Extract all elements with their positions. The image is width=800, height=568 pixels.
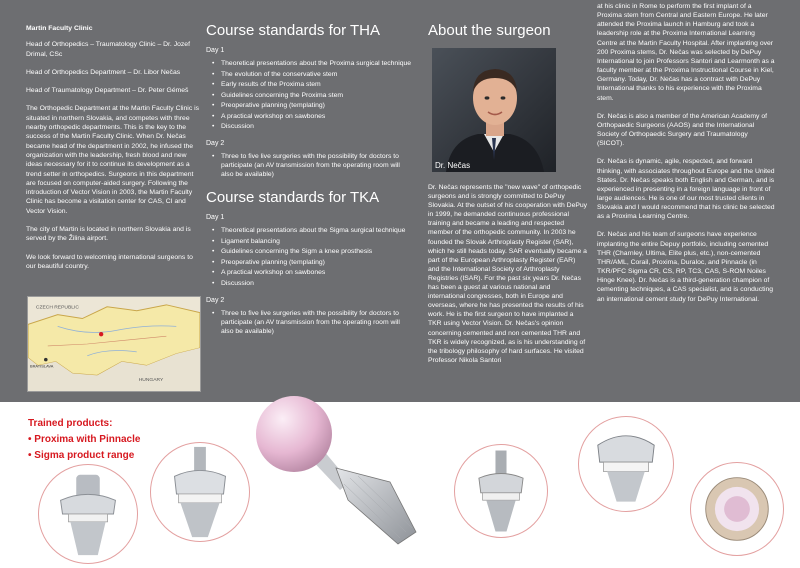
photo-caption: Dr. Nečas	[435, 160, 471, 170]
product-strip	[0, 402, 800, 568]
clinic-name: Martin Faculty Clinic	[26, 25, 93, 32]
trained-item: • Sigma product range	[28, 448, 140, 464]
list-item: • Early results of the Proxima stem	[212, 80, 412, 89]
list-item: • The evolution of the conservative stem	[212, 70, 412, 79]
bio-paragraph: at his clinic in Rome to perform the first implant of a Proxima stem from Central and Eastern Europe. He later attended the Proxima launch in Hamburg and took a leadership role at the Proxima International Learning Centre at the Martin Faculty Hospital. After implanting over 200 Proxima stems, Dr. Nečas was selected by DePuy International to join Professors Santori and Learmonth as a faculty member at the Proxima Instructional Course in Kiel, Germany. Today, Dr. Nečas has a contract with DePuy International thanks to his experience with the Proxima stem.	[597, 3, 775, 102]
bio-paragraph: Dr. Nečas is dynamic, agile, respected, and forward thinking, with associates throughout Europe and the United States. Dr. Nečas speaks both English and German, and is experienced in presenting in a foreign language in front of large audiences. He is one of our most trusted clients in Slovakia and I would recommend that his clinic be selected as a Proxima Learning Centre.	[597, 158, 775, 221]
knee-implant-image	[578, 416, 674, 512]
acetabular-cup-image	[690, 462, 784, 556]
list-item: • Preoperative planning (templating)	[212, 101, 412, 110]
tha-day1-list	[212, 59, 412, 131]
tha-day1-label: Day 1	[206, 47, 225, 54]
bio-paragraph: Dr. Nečas is also a member of the American Academy of Orthopaedic Surgeons (AAOS) and the International Society of Orthopaedic Surgery and Traumatology (SICOT).	[597, 112, 767, 148]
list-item: • A practical workshop on sawbones	[212, 268, 412, 277]
list-item: • Discussion	[212, 122, 412, 131]
surgeon-bio-continued	[597, 2, 775, 313]
list-item: • A practical workshop on sawbones	[212, 112, 412, 121]
surgeon-title: About the surgeon	[428, 22, 551, 39]
clinic-paragraph: Head of Traumatology Department – Dr. Peter Gémeš	[26, 87, 189, 95]
surgeon-bio: Dr. Nečas represents the "new wave" of orthopedic surgeons and is strongly committed to DePuy Slovakia. At the outset of his cooperation with DePuy in 1999, he demanded continuous professional training and became a leading and respected member of the orthopedic community. In 2003 he founded the Slovak Arthroplasty Register (SAR), which he still heads today. SAR eventually became a part of the European Arthroplasty Register (EAR) and the International Society of Arthroplasty Registries (ISAR). For the past six years Dr. Nečas has been a guest at various national and international congresses, both in Europe and overseas, where he has presented the results of his work. He is the first surgeon to have implanted a TKR using Vector Vision. Dr. Nečas's opinion concerning cemented and non cemented THR and TKR is widely recognized, as is his understanding of the tribology philosophy of hard surfaces. He visited Professor Nikola Santori	[428, 184, 588, 364]
list-item: • Guidelines concerning the Proxima stem	[212, 91, 412, 100]
tha-day2-label: Day 2	[206, 140, 225, 147]
clinic-paragraph: Head of Orthopedics – Traumatology Clinic – Dr. Jozef Drimal, CSc	[26, 41, 190, 58]
surgeon-column	[428, 22, 588, 365]
list-item: • Preoperative planning (templating)	[212, 258, 412, 267]
tka-title: Course standards for TKA	[206, 189, 380, 206]
tka-day2-list	[212, 309, 412, 336]
bio-paragraph: Dr. Nečas and his team of surgeons have experience implanting the entire Depuy portfolio, including cemented THR (Charnley, Ultima, Elite plus, etc.), non-cemented THR/AML, Corail, Proxima, Duraloc, and Pinnacle (in TKR/PFC Sigma CR, CS, RP, TC3, CAS, S-ROM Noiles Hinge Knee). Dr. Nečas is a third-generation champion of cementing techniques, a CAS specialist, and is conducting an international cement study for DePuy International.	[597, 231, 774, 303]
list-item: • Guidelines concerning the Sigm a knee prosthesis	[212, 247, 412, 256]
list-item: • Theoretical presentations about the Proxima surgical technique	[212, 59, 412, 68]
tka-day1-list	[212, 226, 412, 288]
map-label-south: HUNGARY	[138, 378, 164, 384]
tha-day2-list	[212, 152, 412, 179]
trained-heading: Trained products:	[28, 418, 113, 429]
trained-products	[28, 416, 140, 464]
list-item: • Three to five live surgeries with the possibility for doctors to participate (an AV transmission from the operating room will also be available)	[212, 309, 412, 336]
knee-implant-image	[38, 464, 138, 564]
clinic-paragraph: We look forward to welcoming international surgeons to our beautiful country.	[26, 253, 193, 270]
clinic-paragraph: The Orthopedic Department at the Martin Faculty Clinic is situated in northern Slovakia, and competes with three nearby orthopedic departments. This is the key to the success of the Martin Faculty Clinic. When Dr. Nečas became head of the department in 2002, he infused the organization with the leadership, fresh blood and new ideas necessary for it to continue its development as a trend setter in orthopedics. Surgeons in this department are focused on computer-aided surgery. Following the introduction of Vector Vision in 2003, the Martin Faculty Clinic has become a visitation center for CAS, CI and Vector Vision.	[26, 105, 200, 215]
knee-implant-image	[454, 444, 548, 538]
map-label-north: CZECH REPUBLIC	[35, 305, 79, 311]
list-item: • Discussion	[212, 279, 412, 288]
hip-implant-image	[230, 382, 440, 552]
tka-day1-label: Day 1	[206, 214, 225, 221]
clinic-paragraph: Head of Orthopedics Department – Dr. Libor Nečas	[26, 68, 181, 76]
clinic-paragraph: The city of Martin is located in northern Slovakia and is served by the Žilina airport.	[26, 226, 191, 243]
trained-item: • Proxima with Pinnacle	[28, 432, 140, 448]
course-column	[206, 22, 412, 344]
map-label-city: BRATISLAVA	[29, 363, 54, 369]
list-item: • Ligament balancing	[212, 237, 412, 246]
list-item: • Theoretical presentations about the Sigma surgical technique	[212, 226, 412, 235]
clinic-column	[26, 24, 202, 280]
tka-day2-label: Day 2	[206, 296, 225, 304]
list-item: • Three to five live surgeries with the possibility for doctors to participate (an AV transmission from the operating room will also be available)	[212, 152, 412, 179]
surgeon-photo	[432, 48, 556, 172]
tha-title: Course standards for THA	[206, 22, 380, 39]
slovakia-map	[27, 296, 201, 392]
